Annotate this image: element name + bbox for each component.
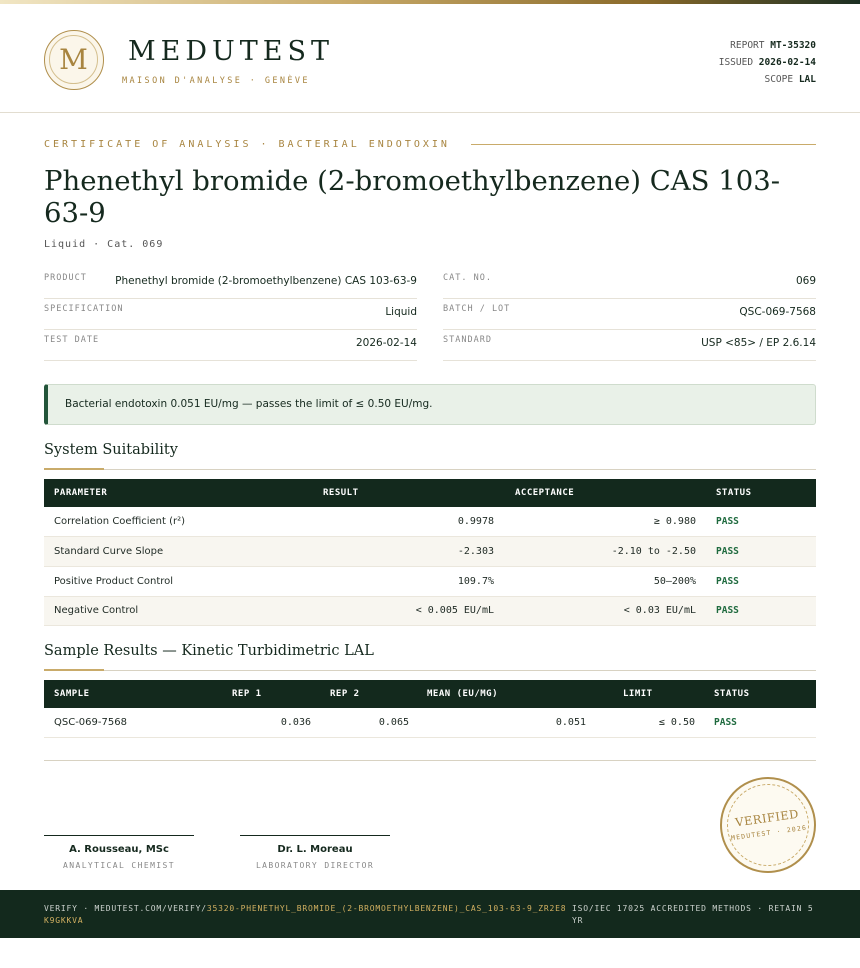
report-label: REPORT	[730, 40, 765, 51]
signatory-name: A. Rousseau, MSc	[69, 844, 169, 855]
parameter-cell: Positive Product Control	[44, 566, 306, 596]
column-header: REP 2	[321, 680, 419, 708]
eyebrow-divider	[471, 144, 816, 145]
limit-cell: ≤ 0.50	[596, 708, 705, 738]
document-subline: Liquid · Cat. 069	[44, 239, 164, 250]
brand-seal-icon	[44, 30, 104, 90]
section-rule	[44, 670, 816, 671]
scope-label: SCOPE	[764, 74, 794, 85]
document-title: Phenethyl bromide (2-bromoethylbenzene) CAS 103-63-9	[44, 165, 781, 229]
table-header-row	[44, 680, 816, 708]
info-value: Liquid	[385, 306, 417, 318]
info-label: PRODUCT	[44, 273, 87, 283]
info-row-specification	[44, 299, 417, 330]
table-row	[44, 507, 816, 537]
sample-results-table	[44, 680, 816, 738]
table-row	[44, 596, 816, 626]
stamp-subtitle: MEDUTEST · 2026	[730, 823, 808, 843]
sample-cell: QSC-069-7568	[44, 708, 184, 738]
verify-code: 35320-PHENETHYL_BROMIDE_(2-BROMOETHYLBENZENE)_CAS_103-63-9_ZR2E8K9GKKVA	[44, 904, 567, 925]
stamp-title: VERIFIED	[734, 806, 800, 830]
info-value: QSC-069-7568	[739, 306, 816, 318]
column-header: PARAMETER	[44, 479, 306, 507]
acceptance-cell: ≥ 0.980	[504, 507, 706, 537]
issued-date: 2026-02-14	[758, 57, 816, 68]
status-badge: PASS	[706, 537, 816, 567]
acceptance-cell: < 0.03 EU/mL	[504, 596, 706, 626]
status-badge: PASS	[706, 507, 816, 537]
signatory-role: LABORATORY DIRECTOR	[255, 861, 375, 870]
column-header: REP 1	[184, 680, 321, 708]
column-header: LIMIT	[596, 680, 705, 708]
column-header: STATUS	[706, 479, 816, 507]
signature-analyst	[44, 835, 194, 870]
section-rule	[44, 469, 816, 470]
info-row-standard	[443, 330, 816, 361]
report-meta	[719, 37, 816, 88]
info-label: BATCH / LOT	[443, 304, 511, 314]
column-header: SAMPLE	[44, 680, 184, 708]
column-header: ACCEPTANCE	[504, 479, 706, 507]
info-row-cat-no	[443, 268, 816, 299]
table-row	[44, 537, 816, 567]
signature-director	[240, 835, 390, 870]
mean-cell: 0.051	[419, 708, 596, 738]
result-cell: < 0.005 EU/mL	[306, 596, 504, 626]
info-label: SPECIFICATION	[44, 304, 124, 314]
parameter-cell: Standard Curve Slope	[44, 537, 306, 567]
document-eyebrow: CERTIFICATE OF ANALYSIS · BACTERIAL ENDOTOXIN	[44, 139, 450, 150]
footer-accreditation: ISO/IEC 17025 ACCREDITED METHODS · RETAIN 5 YR	[572, 904, 814, 925]
info-row-test-date	[44, 330, 417, 361]
issued-label: ISSUED	[718, 57, 754, 68]
brand-tagline: MAISON D'ANALYSE · GENÈVE	[122, 76, 310, 86]
verified-stamp-icon	[714, 771, 822, 879]
info-label: STANDARD	[443, 335, 492, 345]
rep2-cell: 0.065	[321, 708, 419, 738]
verify-prefix: VERIFY · MEDUTEST.COM/VERIFY/	[44, 904, 207, 913]
info-row-product	[44, 268, 417, 299]
column-header: RESULT	[306, 479, 504, 507]
info-row-batch	[443, 299, 816, 330]
result-cell: 0.9978	[306, 507, 504, 537]
signature-divider	[44, 760, 816, 761]
column-header: STATUS	[705, 680, 816, 708]
column-header: MEAN (EU/MG)	[419, 680, 596, 708]
result-callout-text: Bacterial endotoxin 0.051 EU/mg — passes the limit of ≤ 0.50 EU/mg.	[65, 398, 433, 410]
section-title-samples: Sample Results — Kinetic Turbidimetric LAL	[44, 643, 374, 659]
signatory-name: Dr. L. Moreau	[277, 844, 353, 855]
status-badge: PASS	[706, 566, 816, 596]
status-badge: PASS	[706, 596, 816, 626]
section-title-suitability: System Suitability	[44, 442, 178, 458]
signatory-role: ANALYTICAL CHEMIST	[63, 861, 175, 870]
verify-link[interactable]	[44, 903, 569, 927]
report-number: MT-35320	[770, 40, 816, 51]
info-label: TEST DATE	[44, 335, 100, 345]
brand-monogram: M	[49, 35, 98, 84]
info-value: 2026-02-14	[355, 337, 417, 349]
section-accent	[44, 669, 104, 671]
parameter-cell: Correlation Coefficient (r²)	[44, 507, 306, 537]
acceptance-cell: -2.10 to -2.50	[504, 537, 706, 567]
result-callout	[44, 384, 816, 425]
scope-value: LAL	[798, 74, 816, 85]
parameter-cell: Negative Control	[44, 596, 306, 626]
result-cell: 109.7%	[306, 566, 504, 596]
info-label: CAT. NO.	[443, 273, 492, 283]
result-cell: -2.303	[306, 537, 504, 567]
acceptance-cell: 50–200%	[504, 566, 706, 596]
rep1-cell: 0.036	[184, 708, 321, 738]
table-row	[44, 566, 816, 596]
footer	[0, 890, 860, 938]
info-value: 069	[795, 275, 816, 287]
header	[0, 4, 860, 113]
info-value: Phenethyl bromide (2-bromoethylbenzene) CAS 103-63-9	[115, 275, 417, 287]
brand-name: MEDUTEST	[128, 36, 334, 67]
suitability-table	[44, 479, 816, 626]
status-badge: PASS	[705, 708, 816, 738]
table-header-row	[44, 479, 816, 507]
info-value: USP <85> / EP 2.6.14	[701, 337, 816, 349]
table-row	[44, 708, 816, 738]
section-accent	[44, 468, 104, 470]
